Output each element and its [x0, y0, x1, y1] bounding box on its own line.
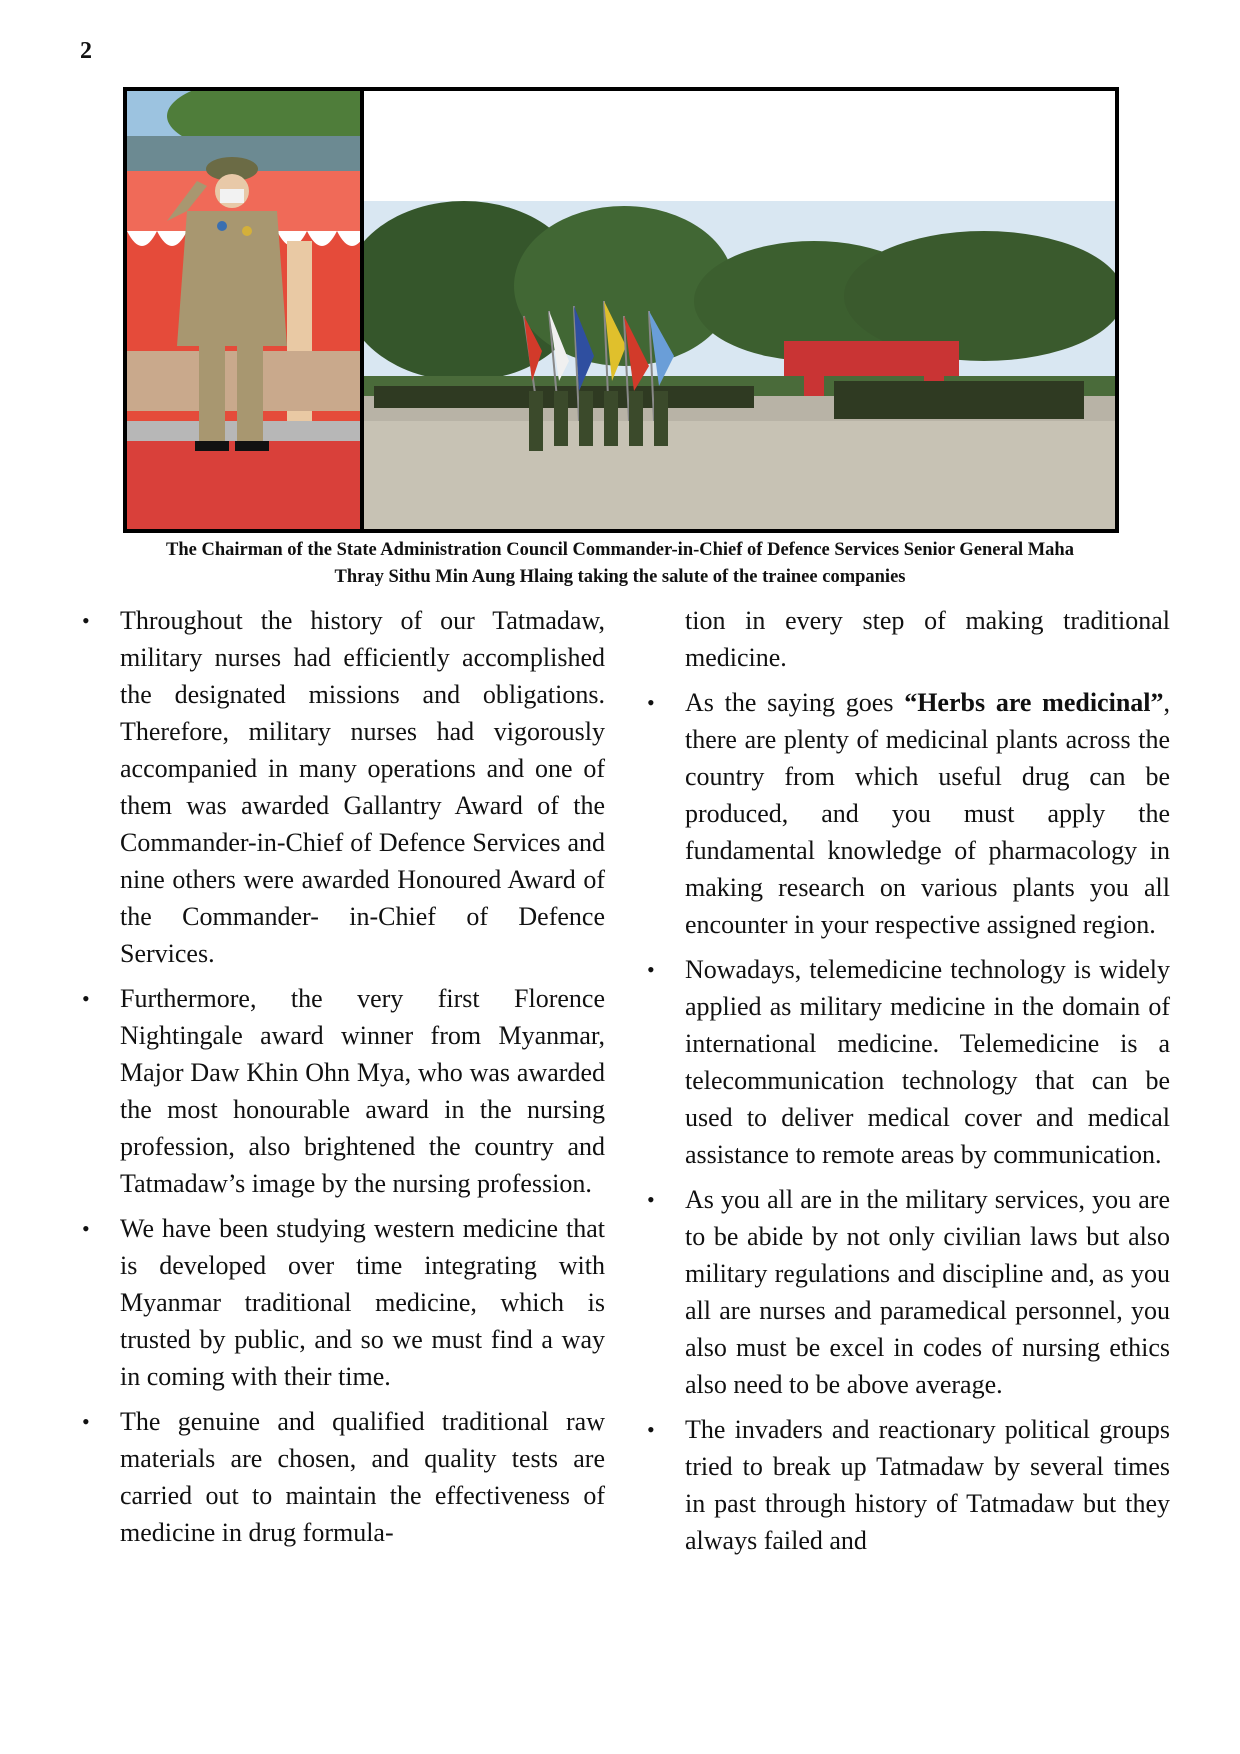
bullet-text: As you all are in the military services, you are to be abide by not only civilian laws but also military regulations and discipline and, as you all are nurses and paramedical personnel, you also must be excel in codes of nursing ethics also need to be above average. [685, 1185, 1170, 1399]
bullet-text: The genuine and qualified traditional raw materials are chosen, and quality tests are carried out to maintain the effectiveness of medicine in drug formula- [120, 1407, 605, 1547]
left-column [80, 602, 605, 1559]
bullet-item [80, 1403, 605, 1551]
bullet-item [645, 951, 1170, 1173]
photo-trainee-companies-parade [364, 91, 1115, 529]
page-number: 2 [80, 38, 92, 64]
bold-quote: “Herbs are medicinal” [904, 688, 1164, 717]
bullet-text: Furthermore, the very first Florence Nightingale award winner from Myanmar, Major Daw Khin Ohn Mya, who was awarded the most honourable award in the nursing profession, also brightened the country and Tatmadaw’s image by the nursing profession. [120, 984, 605, 1198]
bullet-text: We have been studying western medicine that is developed over time integrating with Myanmar traditional medicine, which is trusted by public, and so we must find a way in coming with their time. [120, 1214, 605, 1391]
photo-caption [90, 537, 1150, 591]
bullet-item [80, 1210, 605, 1395]
photo-senior-general-saluting [127, 91, 364, 529]
bullet-icon: • [647, 1187, 655, 1212]
bullet-item [645, 684, 1170, 943]
caption-line-1: The Chairman of the State Administration Council Commander-in-Chief of Defence Services Senior General Maha [166, 540, 1074, 560]
bullet-icon: • [82, 1216, 90, 1241]
bullet-item [645, 1411, 1170, 1559]
bullet-icon: • [82, 986, 90, 1011]
bullet-icon: • [647, 690, 655, 715]
bullet-text-tail: , there are plenty of medicinal plants across the country from which useful drug can be produced, and you must apply the fundamental knowledge of pharmacology in making research on various plants you all encounter in your respective assigned region. [685, 688, 1170, 939]
bullet-text: The invaders and reactionary political groups tried to break up Tatmadaw by several times in past through history of Tatmadaw but they always failed and [685, 1415, 1170, 1555]
bullet-text: Nowadays, telemedicine technology is widely applied as military medicine in the domain of international medicine. Telemedicine is a telecommunication technology that can be used to deliver medical cover and medical assistance to remote areas by communication. [685, 955, 1170, 1169]
bullet-text: Throughout the history of our Tatmadaw, military nurses had efficiently accomplished the designated missions and obligations. Therefore, military nurses had vigorously accompanied in many operations and one of them was awarded Gallantry Award of the Commander-in-Chief of Defence Services and nine others were awarded Honoured Award of the Commander- in-Chief of Defence Services. [120, 606, 605, 968]
bullet-icon: • [647, 957, 655, 982]
continued-text: tion in every step of making traditional medicine. [685, 606, 1170, 672]
bullet-icon: • [82, 1409, 90, 1434]
photo-figure [123, 87, 1119, 533]
bullet-item [80, 602, 605, 972]
right-column [645, 602, 1170, 1567]
bullet-text: As the saying goes [685, 688, 905, 717]
bullet-icon: • [82, 608, 90, 633]
bullet-icon: • [647, 1417, 655, 1442]
bullet-item [645, 1181, 1170, 1403]
bullet-item [80, 980, 605, 1202]
caption-line-2: Thray Sithu Min Aung Hlaing taking the salute of the trainee companies [334, 567, 906, 587]
